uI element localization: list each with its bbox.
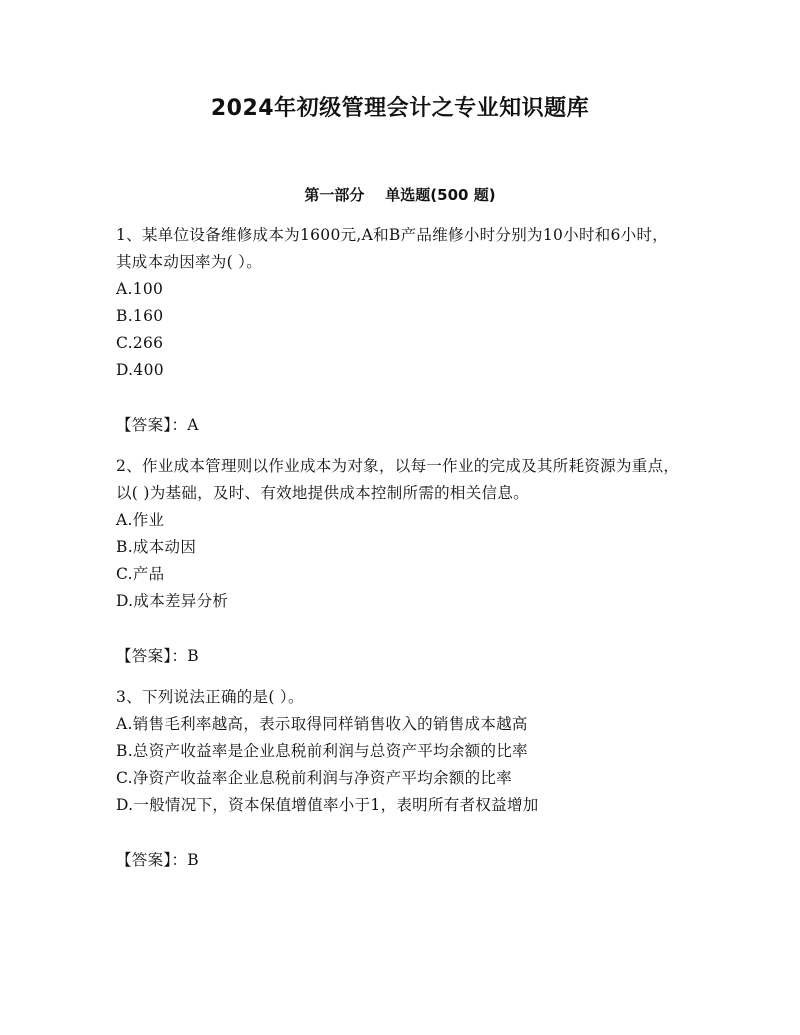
option-b: B.160 xyxy=(116,307,164,325)
option-d: D.成本差异分析 xyxy=(116,592,229,610)
option-a: A.销售毛利率越高，表示取得同样销售收入的销售成本越高 xyxy=(116,715,528,733)
question-stem: 1、某单位设备维修成本为1600元,A和B产品维修小时分别为10小时和6小时，其成本动因率为( ）。 xyxy=(116,226,669,271)
option-c: C.净资产收益率企业息税前利润与净资产平均余额的比率 xyxy=(116,769,513,787)
option-a: A.作业 xyxy=(116,511,165,529)
section-title: 第一部分 单选题(500 题) xyxy=(304,186,496,204)
option-list xyxy=(116,711,682,819)
question-2 xyxy=(116,453,682,670)
option-d: D.一般情况下，资本保值增值率小于1，表明所有者权益增加 xyxy=(116,796,539,814)
question-1 xyxy=(116,222,682,439)
document-title: 2024年初级管理会计之专业知识题库 xyxy=(210,96,590,121)
question-stem: 2、作业成本管理则以作业成本为对象，以每一作业的完成及其所耗资源为重点，以( )为基础，及时、有效地提供成本控制所需的相关信息。 xyxy=(116,457,680,502)
option-c: C.266 xyxy=(116,334,164,352)
answer-line: 【答案】：A xyxy=(116,416,199,434)
question-stem: 3、下列说法正确的是( ）。 xyxy=(116,688,304,706)
option-a: A.100 xyxy=(116,280,164,298)
option-list xyxy=(116,507,682,615)
answer-line: 【答案】：B xyxy=(116,647,199,665)
option-b: B.总资产收益率是企业息税前利润与总资产平均余额的比率 xyxy=(116,742,528,760)
option-c: C.产品 xyxy=(116,565,165,583)
option-b: B.成本动因 xyxy=(116,538,197,556)
question-list xyxy=(116,222,682,888)
question-3 xyxy=(116,684,682,874)
answer-line: 【答案】：B xyxy=(116,851,199,869)
option-d: D.400 xyxy=(116,361,164,379)
option-list xyxy=(116,276,682,384)
